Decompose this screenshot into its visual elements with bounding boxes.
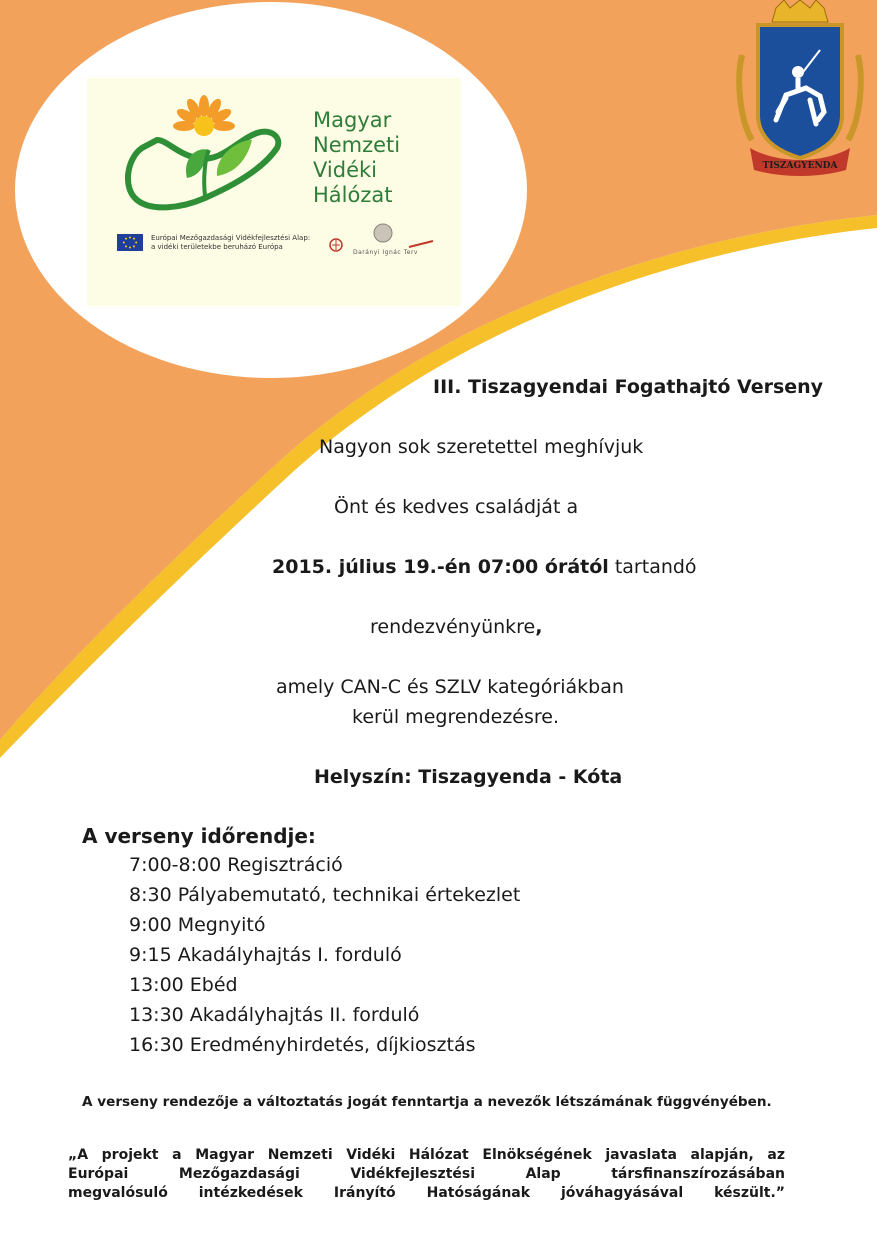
daisy-logo-icon — [87, 78, 287, 228]
schedule-item: 16:30 Eredményhirdetés, díjkiosztás — [129, 1034, 476, 1056]
eu-fund-text — [151, 234, 331, 252]
project-statement — [68, 1146, 785, 1203]
logo-title-line: Hálózat — [313, 183, 393, 207]
project-line: megvalósuló intézkedések Irányító Hatóságának jóváhagyásával készült.” — [68, 1185, 785, 1201]
coat-of-arms-icon — [728, 0, 872, 178]
mnvh-logo — [87, 78, 461, 306]
invite-line: Önt és kedves családját a — [334, 496, 579, 518]
schedule-item: 8:30 Pályabemutató, technikai értekezlet — [129, 884, 521, 906]
eu-fund-line: a vidéki területekbe beruházó Európa — [151, 243, 283, 251]
logo-title-line: Nemzeti — [313, 133, 401, 157]
schedule-item: 9:15 Akadályhajtás I. forduló — [129, 944, 402, 966]
venue: Helyszín: Tiszagyenda - Kóta — [314, 766, 623, 788]
logo-title-line: Vidéki — [313, 158, 377, 182]
project-line: Európai Mezőgazdasági Vidékfejlesztési Alap társfinanszírozásában — [68, 1166, 785, 1182]
invite-line: Nagyon sok szeretettel meghívjuk — [319, 436, 644, 458]
tiszagyenda-coat-of-arms — [728, 0, 872, 178]
coat-of-arms-name: TISZAGYENDA — [762, 161, 838, 171]
event-date-time: 2015. július 19.-én 07:00 órától — [272, 556, 609, 578]
date-suffix: tartandó — [608, 556, 697, 578]
schedule-heading: A verseny időrendje: — [82, 824, 316, 848]
logo-title — [313, 108, 400, 208]
categories-line: kerül megrendezésre. — [352, 706, 560, 728]
schedule-item: 7:00-8:00 Regisztráció — [129, 854, 343, 876]
organizer-notice: A verseny rendezője a változtatás jogát fenntartja a nevezők létszámának függvényében. — [82, 1094, 772, 1110]
categories-line: amely CAN-C és SZLV kategóriákban — [276, 676, 624, 698]
event-title: III. Tiszagyendai Fogathajtó Verseny — [433, 376, 824, 398]
schedule-item: 9:00 Megnyitó — [129, 914, 266, 936]
daranyi-plan-text: Darányi Ignác Terv — [353, 249, 418, 256]
eu-fund-line: Európai Mezőgazdasági Vidékfejlesztési Alap: — [151, 234, 311, 242]
date-line — [272, 556, 697, 578]
logo-title-line: Magyar — [313, 108, 392, 132]
schedule-item: 13:30 Akadályhajtás II. forduló — [129, 1004, 420, 1026]
schedule-item: 13:00 Ebéd — [129, 974, 238, 996]
eu-flag-icon — [117, 234, 143, 251]
invite-line — [370, 616, 542, 638]
project-line: „A projekt a Magyar Nemzeti Vidéki Hálózat Elnökségének javaslata alapján, az — [68, 1147, 785, 1163]
invite-text: rendezvényünkre — [370, 616, 536, 638]
uj-magyarorszag-icon — [327, 236, 345, 254]
invite-comma: , — [535, 616, 543, 638]
